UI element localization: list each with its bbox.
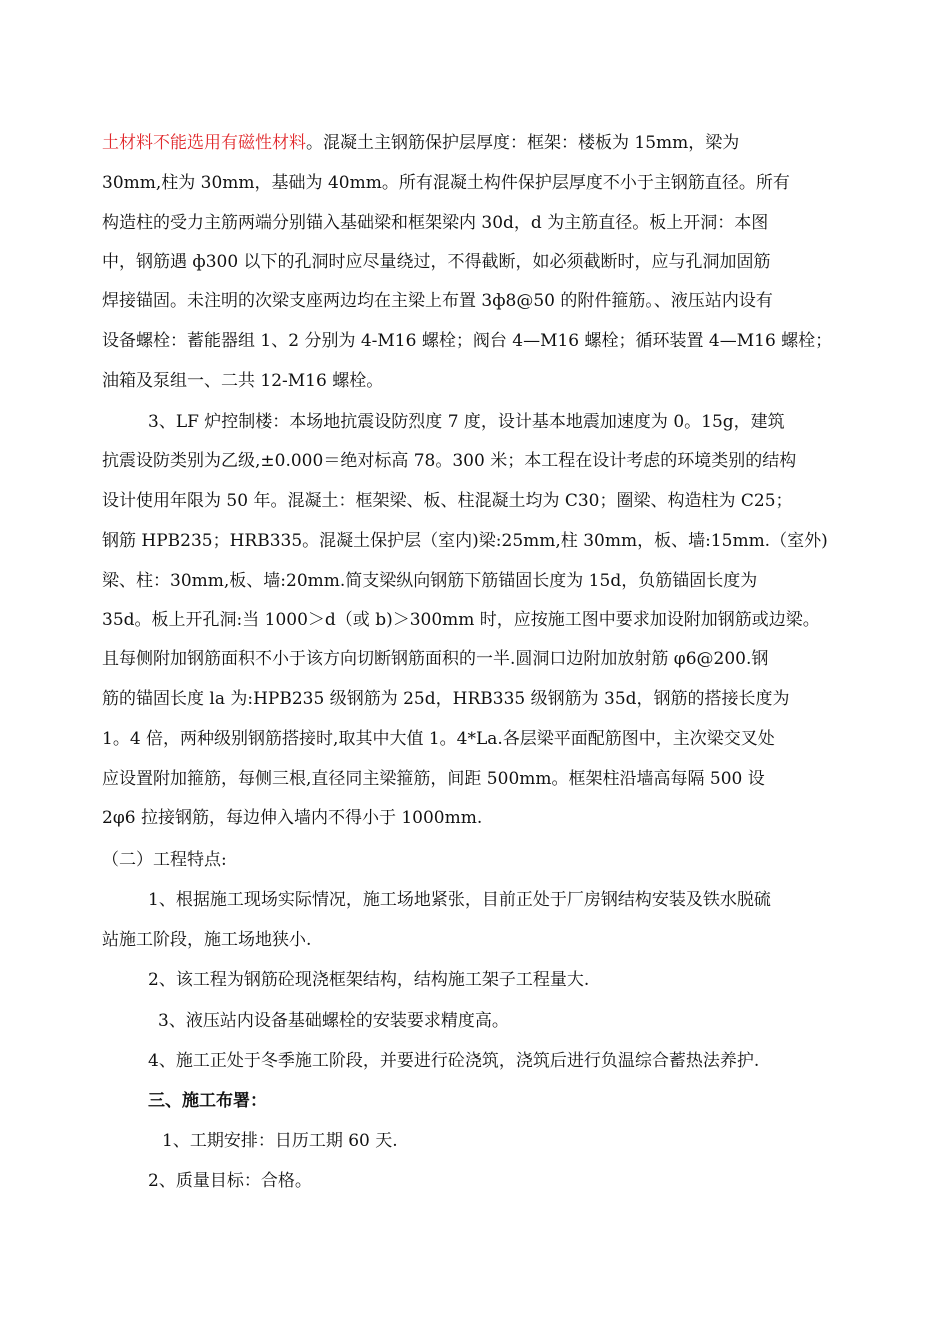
feature-item-4: 4、施工正处于冬季施工阶段，并要进行砼浇筑，浇筑后进行负温综合蓄热法养护. <box>148 1051 760 1071</box>
feature-item-3: 3、液压站内设备基础螺栓的安装要求精度高。 <box>158 1011 509 1031</box>
paragraph-2-line-6: 35d。板上开孔洞:当 1000＞d（或 b)＞300mm 时，应按施工图中要求加设附加钢筋或边梁。 <box>102 610 820 630</box>
paragraph-1-line-1-rest: 。混凝土主钢筋保护层厚度：框架：楼板为 15mm，梁为 <box>306 133 740 153</box>
paragraph-1-line-2: 30mm,柱为 30mm，基础为 40mm。所有混凝土构件保护层厚度不小于主钢筋直径。所有 <box>102 173 790 193</box>
feature-item-1: 1、根据施工现场实际情况，施工场地紧张，目前正处于厂房钢结构安装及铁水脱硫 <box>148 890 771 910</box>
highlighted-red-text: 土材料不能选用有磁性材料 <box>102 133 306 153</box>
paragraph-1-line-6: 设备螺栓：蓄能器组 1、2 分别为 4-M16 螺栓；阀台 4—M16 螺栓；循环装置 4—M16 螺栓； <box>102 331 833 351</box>
arrangement-item-1: 1、工期安排：日历工期 60 天. <box>162 1131 398 1151</box>
paragraph-2-line-9: 1。4 倍，两种级别钢筋搭接时,取其中大值 1。4*La.各层梁平面配筋图中，主次梁交叉处 <box>102 729 775 749</box>
feature-item-1-continued: 站施工阶段，施工场地狭小. <box>102 930 312 950</box>
paragraph-2-line-1: 3、LF 炉控制楼：本场地抗震设防烈度 7 度，设计基本地震加速度为 0。15g，建筑 <box>148 412 785 432</box>
paragraph-2-line-3: 设计使用年限为 50 年。混凝土：框架梁、板、柱混凝土均为 C30；圈梁、构造柱为 C25； <box>102 491 793 511</box>
paragraph-1-line-4: 中，钢筋遇 ф300 以下的孔洞时应尽量绕过，不得截断，如必须截断时，应与孔洞加固筋 <box>102 252 771 272</box>
paragraph-2-line-7: 且每侧附加钢筋面积不小于该方向切断钢筋面积的一半.圆洞口边附加放射筋 φ6@200.钢 <box>102 649 769 669</box>
paragraph-1-line-3: 构造柱的受力主筋两端分别锚入基础梁和框架梁内 30d，d 为主筋直径。板上开洞：本图 <box>102 213 769 233</box>
arrangement-item-2: 2、质量目标：合格。 <box>148 1171 312 1191</box>
paragraph-2-line-5: 梁、柱：30mm,板、墙:20mm.简支梁纵向钢筋下筋锚固长度为 15d，负筋锚固长度为 <box>102 571 758 591</box>
paragraph-2-line-10: 应设置附加箍筋，每侧三根,直径同主梁箍筋，间距 500mm。框架柱沿墙高每隔 500 设 <box>102 769 765 789</box>
paragraph-2-line-11: 2φ6 拉接钢筋，每边伸入墙内不得小于 1000mm. <box>102 808 483 828</box>
paragraph-2-line-2: 抗震设防类别为乙级,±0.000＝绝对标高 78。300 米；本工程在设计考虑的环境类别的结构 <box>102 451 797 471</box>
paragraph-2-line-8: 筋的锚固长度 la 为:HPB235 级钢筋为 25d，HRB335 级钢筋为 35d，钢筋的搭接长度为 <box>102 689 790 709</box>
section-2-heading: （二）工程特点: <box>102 850 227 870</box>
paragraph-2-line-4: 钢筋 HPB235；HRB335。混凝土保护层（室内)梁:25mm,柱 30mm，板、墙:15mm.（室外) <box>102 531 828 551</box>
paragraph-1-line-7: 油箱及泵组一、二共 12-M16 螺栓。 <box>102 371 384 391</box>
section-3-heading: 三、施工布署： <box>148 1091 267 1111</box>
feature-item-2: 2、该工程为钢筋砼现浇框架结构，结构施工架子工程量大. <box>148 970 590 990</box>
paragraph-1-line-5: 焊接锚固。未注明的次梁支座两边均在主梁上布置 3ф8@50 的附件箍筋。、液压站内设有 <box>102 291 773 311</box>
paragraph-1-line-1 <box>102 131 739 155</box>
